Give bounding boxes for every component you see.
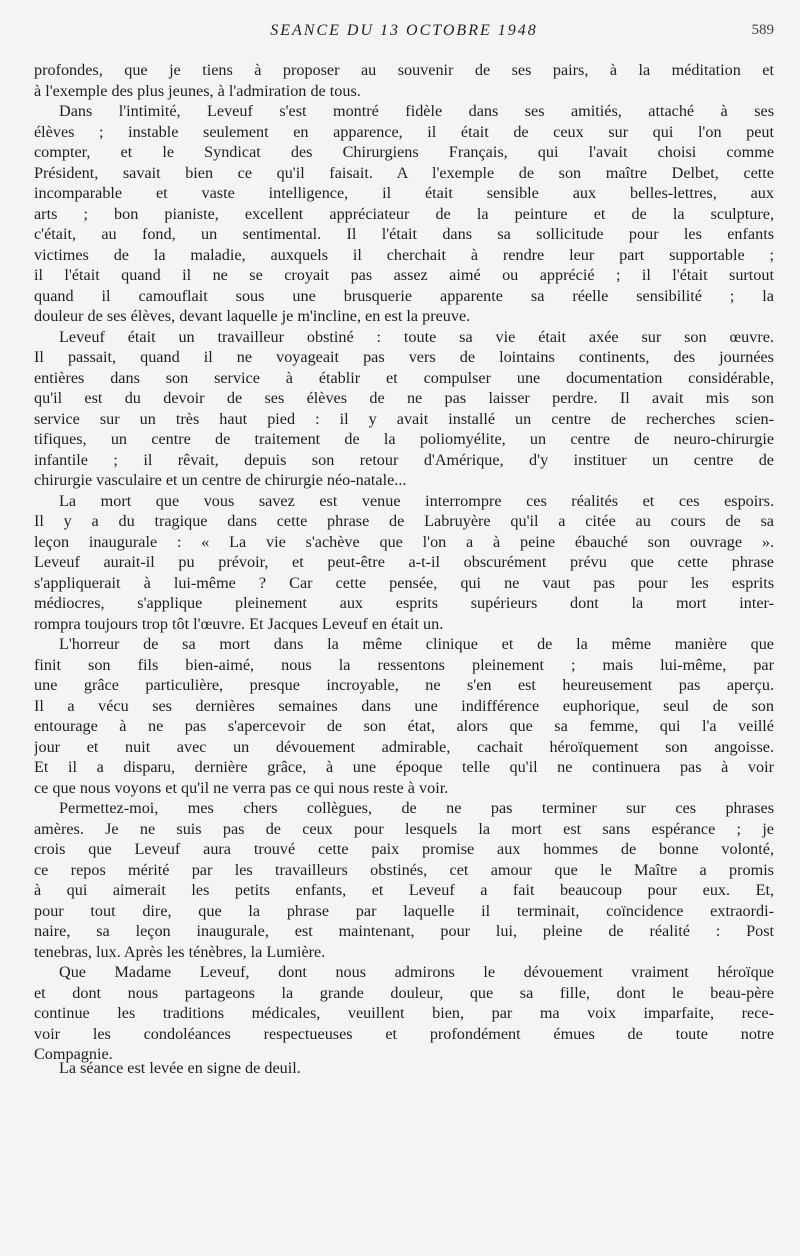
text-line: médiocres, s'applique pleinement aux esprits supérieurs dont la mort inter- <box>34 594 774 612</box>
text-line: Leveuf était un travailleur obstiné : toute sa vie était axée sur son œuvre. <box>59 327 774 346</box>
text-line: continue les traditions médicales, veuillent bien, par ma voix imparfaite, rece- <box>34 1004 774 1022</box>
text-line: La mort que vous savez est venue interrompre ces réalités et ces espoirs. <box>59 491 774 510</box>
text-line: leçon inaugurale : « La vie s'achève que l'on a à peine ébauché son ouvrage ». <box>34 532 774 551</box>
text-line: Que Madame Leveuf, dont nous admirons le dévouement vraiment héroïque <box>59 963 774 981</box>
running-title: SEANCE DU 13 OCTOBRE 1948 <box>270 22 538 39</box>
text-line: crois que Leveuf aura trouvé cette paix promise aux hommes de bonne volonté, <box>34 840 774 858</box>
text-line: ce que nous voyons et qu'il ne verra pas ce qui nous reste à voir. <box>34 778 449 797</box>
text-line: Il a vécu ses dernières semaines dans une indifférence euphorique, seul de son <box>34 696 774 715</box>
text-line: infantile ; il rêvait, depuis son retour d'Amérique, d'y instituer un centre de <box>34 450 774 469</box>
body-text <box>34 60 774 1065</box>
text-line: Président, savait bien ce qu'il faisait. A l'exemple de son maître Delbet, cette <box>34 163 774 182</box>
text-line: voir les condoléances respectueuses et profondément émues de toute notre <box>34 1024 774 1043</box>
text-line: Compagnie. <box>34 1045 113 1063</box>
text-line: chirurgie vasculaire et un centre de chirurgie néo-natale... <box>34 471 407 489</box>
text-line: finit son fils bien-aimé, nous la ressentons pleinement ; mais lui-même, par <box>34 655 774 674</box>
text-line: jour et nuit avec un dévouement admirable, cachait héroïquement son angoisse. <box>34 737 774 756</box>
text-line: naire, sa leçon inaugurale, est maintenant, pour lui, pleine de réalité : Post <box>34 922 774 940</box>
text-line: incomparable et vaste intelligence, il était sensible aux belles-lettres, aux <box>34 184 774 202</box>
text-line: douleur de ses élèves, devant laquelle je m'incline, en est la preuve. <box>34 307 471 325</box>
text-line: quand il camouflait sous une brusquerie apparente sa réelle sensibilité ; la <box>34 286 774 305</box>
text-line: pour tout dire, que la phrase par laquelle il terminait, coïncidence extraordi- <box>34 901 774 920</box>
text-line: Dans l'intimité, Leveuf s'est montré fidèle dans ses amitiés, attaché à ses <box>59 102 774 120</box>
document-page <box>34 0 774 1256</box>
text-line: service sur un très haut pied : il y avait installé un centre de recherches scien- <box>34 409 774 428</box>
text-line: et dont nous partageons la grande douleur, que sa fille, dont le beau-père <box>34 983 774 1002</box>
text-line: c'était, au fond, un sentimental. Il l'était dans sa sollicitude pour les enfants <box>34 225 774 243</box>
text-line: victimes de la maladie, auxquels il cherchait à rendre leur part supportable ; <box>34 245 774 264</box>
text-line: Leveuf aurait-il pu prévoir, et peut-être a-t-il obscurément prévu que cette phrase <box>34 553 774 571</box>
text-line: qu'il est du devoir de ses élèves de ne pas laisser perdre. Il avait mis son <box>34 389 774 407</box>
text-line: L'horreur de sa mort dans la même clinique et de la même manière que <box>59 635 774 653</box>
text-line: Il y a du tragique dans cette phrase de Labruyère qu'il a citée au cours de sa <box>34 512 774 530</box>
text-line: Il passait, quand il ne voyageait pas vers de lointains continents, des journées <box>34 348 774 366</box>
text-line: à qui aimerait les petits enfants, et Leveuf a fait beaucoup pour eux. Et, <box>34 881 774 899</box>
text-line: il l'était quand il ne se croyait pas assez aimé ou apprécié ; il l'était surtout <box>34 266 774 284</box>
text-line: compter, et le Syndicat des Chirurgiens Français, qui l'avait choisi comme <box>34 143 774 161</box>
text-line: profondes, que je tiens à proposer au souvenir de ses pairs, à la méditation et <box>34 61 774 79</box>
closing-line: La séance est levée en signe de deuil. <box>59 1059 301 1077</box>
text-line: Permettez-moi, mes chers collègues, de ne pas terminer sur ces phrases <box>59 799 774 817</box>
running-header <box>34 22 774 42</box>
text-line: rompra toujours trop tôt l'œuvre. Et Jacques Leveuf en était un. <box>34 614 444 633</box>
text-line: élèves ; instable seulement en apparence, il était de ceux sur qui l'on peut <box>34 122 774 141</box>
text-line: entières dans son service à établir et compulser une documentation considérable, <box>34 368 774 387</box>
text-line: une grâce particulière, presque incroyable, ne s'en est heureusement pas aperçu. <box>34 676 774 694</box>
text-line: entourage à ne pas s'apercevoir de son état, alors que sa femme, qui l'a veillé <box>34 717 774 735</box>
text-line: tifiques, un centre de traitement de la poliomyélite, un centre de neuro-chirurgie <box>34 430 774 448</box>
page-number: 589 <box>751 22 774 38</box>
text-line: Et il a disparu, dernière grâce, à une époque telle qu'il ne continuera pas à voir <box>34 758 774 776</box>
text-line: ce repos mérité par les travailleurs obstinés, cet amour que le Maître a promis <box>34 860 774 879</box>
text-line: s'appliquerait à lui-même ? Car cette pensée, qui ne vaut pas pour les esprits <box>34 573 774 592</box>
text-line: à l'exemple des plus jeunes, à l'admiration de tous. <box>34 81 361 100</box>
text-line: amères. Je ne suis pas de ceux pour lesquels la mort est sans espérance ; je <box>34 819 774 838</box>
text-line: arts ; bon pianiste, excellent appréciateur de la peinture et de la sculpture, <box>34 204 774 223</box>
text-line: tenebras, lux. Après les ténèbres, la Lumière. <box>34 942 326 961</box>
